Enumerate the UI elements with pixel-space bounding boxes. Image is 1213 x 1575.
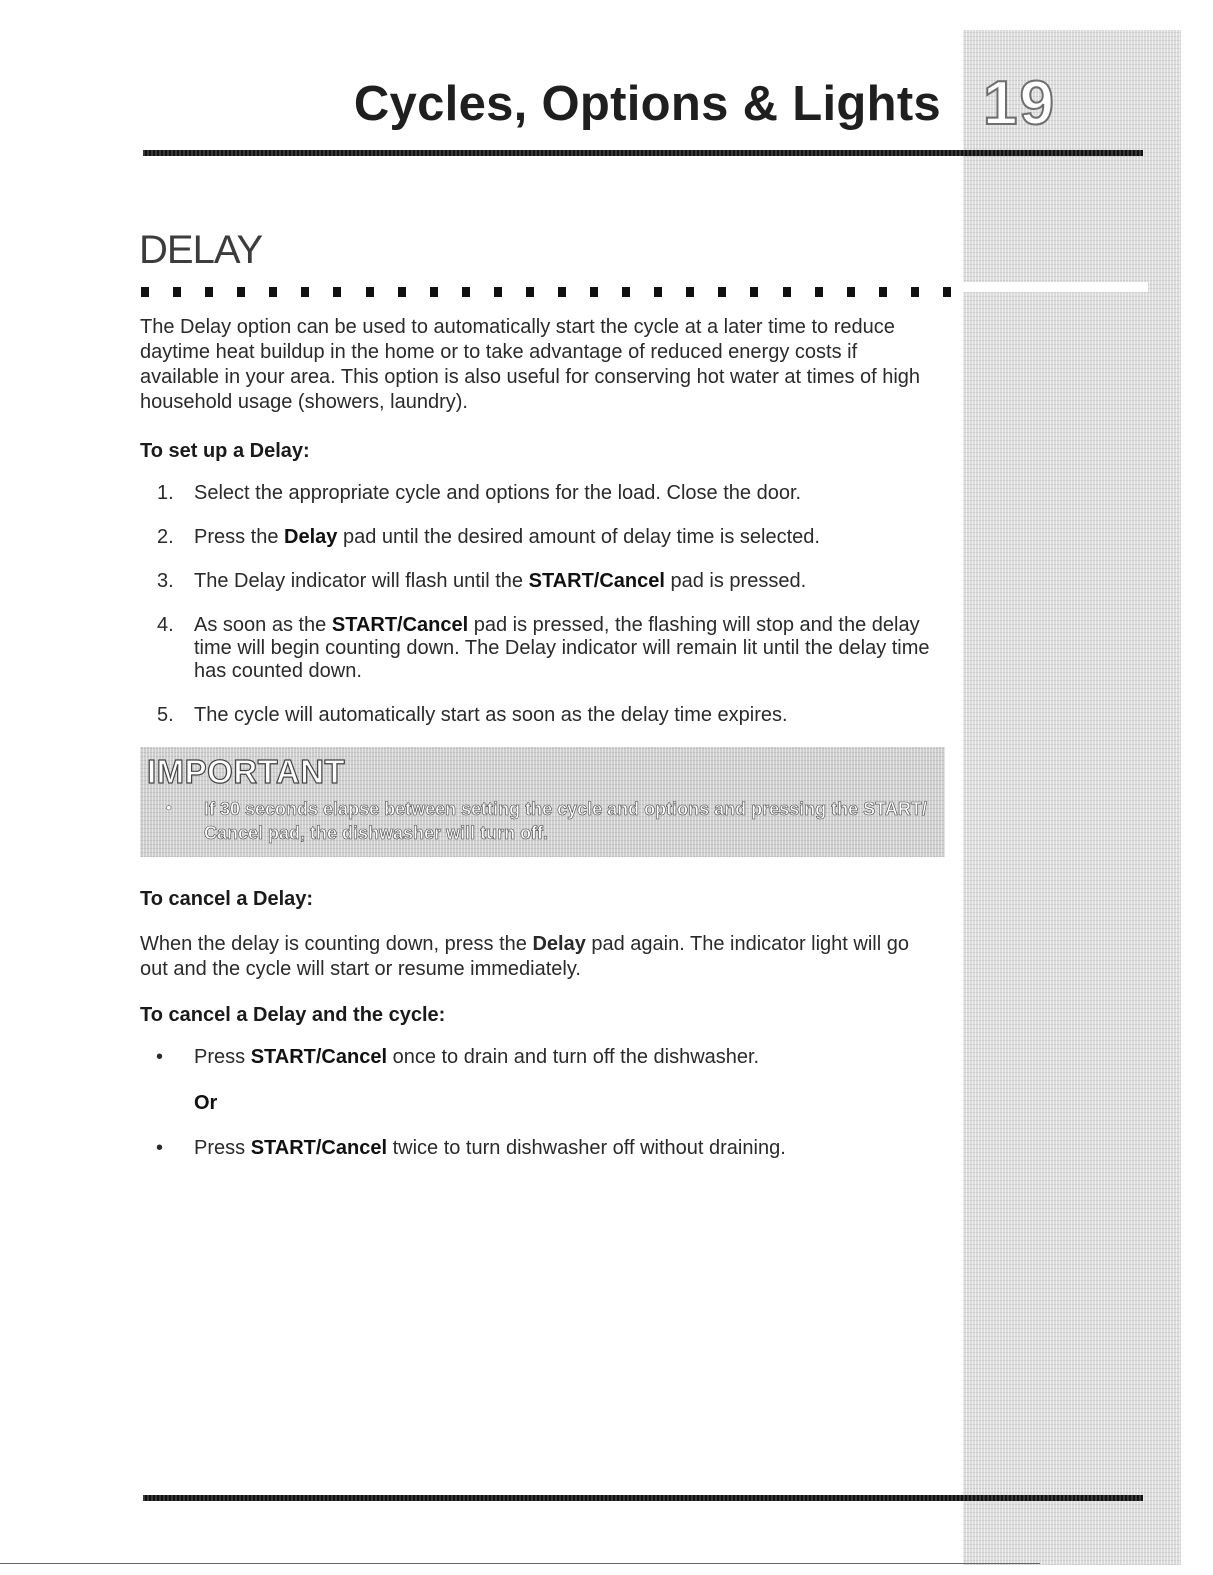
setup-heading: To set up a Delay: (140, 440, 310, 462)
cancel-cycle-list (140, 1045, 940, 1160)
list-item: 5. The cycle will automatically start as soon as the delay time expires. (157, 704, 788, 726)
page-tab-sidebar (963, 30, 1181, 1565)
cancel-paragraph: When the delay is counting down, press the Delay pad again. The indicator light will go out and the cycle will start or resume immediately. (140, 933, 909, 980)
or-label: Or (194, 1092, 218, 1114)
cancel-heading: To cancel a Delay: (140, 888, 314, 910)
bullet-icon: • (156, 1046, 164, 1068)
dotted-divider (141, 287, 951, 298)
setup-steps (140, 482, 940, 748)
important-callout (140, 747, 945, 857)
section-heading: DELAY (139, 228, 263, 272)
important-text: If 30 seconds elapse between setting the cycle and options and pressing the START/ Cancel pad, the dishwasher will turn off. (204, 799, 927, 843)
step-number: 1. (157, 482, 174, 504)
step-number: 2. (157, 526, 174, 548)
cancel-cycle-heading: To cancel a Delay and the cycle: (140, 1004, 446, 1026)
footer-rule (143, 1495, 1143, 1501)
header-rule (143, 150, 1143, 156)
list-item: 3. The Delay indicator will flash until the START/Cancel pad is pressed. (157, 570, 807, 592)
list-item: • Press START/Cancel twice to turn dishwasher off without draining. (156, 1137, 786, 1159)
intro-paragraph: The Delay option can be used to automatically start the cycle at a later time to reduce daytime heat buildup in the home or to take advantage of reduced energy costs if available in your area. This option is also useful for conserving hot water at times of high household usage (showers, laundry). (140, 316, 921, 413)
bullet-icon: • (166, 800, 172, 817)
page-number: 19 (983, 69, 1056, 138)
bullet-icon: • (156, 1137, 164, 1159)
page-edge-line (0, 1563, 1040, 1564)
step-number: 5. (157, 704, 174, 726)
list-item: 2. Press the Delay pad until the desired amount of delay time is selected. (157, 526, 820, 548)
list-item: 1. Select the appropriate cycle and options for the load. Close the door. (157, 482, 802, 504)
step-number: 3. (157, 570, 174, 592)
page-title: Cycles, Options & Lights (353, 77, 941, 131)
important-title: IMPORTANT (147, 753, 346, 790)
list-item: • Press START/Cancel once to drain and turn off the dishwasher. (156, 1046, 760, 1068)
list-item: 4. As soon as the START/Cancel pad is pressed, the flashing will stop and the delay time will begin counting down. The Delay indicator will remain lit until the delay time has counted down. (157, 614, 930, 682)
sidebar-divider (963, 282, 1148, 292)
step-number: 4. (157, 614, 174, 636)
